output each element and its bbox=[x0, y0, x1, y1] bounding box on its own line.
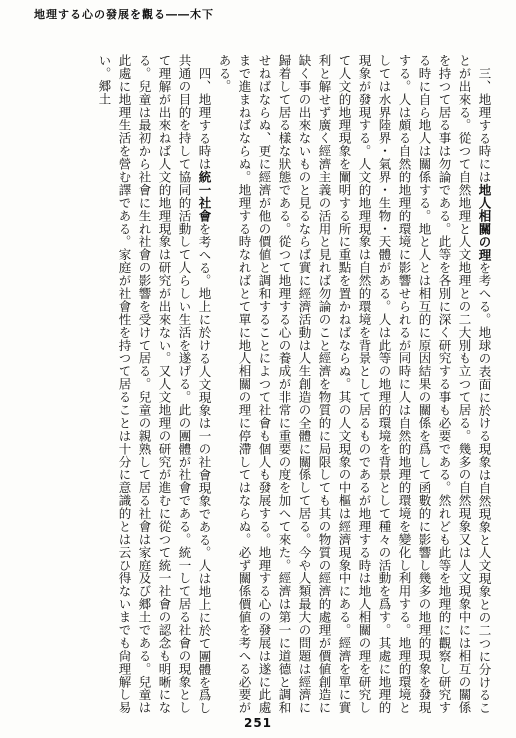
paragraph-text: を考へる。地上に於ける人文現象は一の社會現象である。人は地上に於て團體を爲し共通の目的を持して協同的活動して人らしい生活を遂げる。此の團體が社會である。統一して居る社會の現象として理解が出來ねば人文的地理現象は研究が出來ない。又人文地理の研究が進むに從つて統一社會の認念も明晰になる。兒童は最初から社會に生れ社會の影響を受けて居る。兒童の親熟して居る社會は家庭及び郷土である。兒童は此處に地理生活を營む譯である。家庭が社會性を持つて居ることは十分に意識的とは云ひ得ないまでも尙理解し易い。郷土 bbox=[97, 54, 212, 714]
section-number: 三、 bbox=[477, 66, 492, 93]
running-header: 地理する心の發展を觀る――木下 bbox=[34, 8, 214, 21]
emphasis-text: 地人相關の理 bbox=[477, 183, 492, 261]
paragraph-text: 地理する時は bbox=[197, 92, 212, 171]
emphasis-text: 統一社會 bbox=[197, 170, 212, 222]
paragraph-three bbox=[214, 54, 494, 714]
body-text bbox=[16, 54, 494, 714]
paragraph-text: 地理する時には bbox=[477, 92, 492, 184]
paragraph-text: を考へる。地球の表面に於ける現象は自然現象と人文現象との二つに分けることが出來る。從つて自然地理と人文地理との二大別も立つて居る。幾多の自然現象又は人文現象中には相互の關係を持つて居る事は勿論である。此等を各別に深く研究する事も必要である。然れども此等を地理的に觀察し研究する時に自ら地人は關係する。地と人とは相互的に原因結果の關係を爲して函數的に影響し幾多の地理的現象を發現する。人は頗る自然的地理的環境に影響せられるが同時に人は自然的地理的環境を變化し利用する。地理的環境としては水界陸界・氣界・生物・天體がある。人は此等の地理的環境を背景として種々の活動を爲す。其處に地理的現象が發現する。人文的地理現象は自然的環境を背景として居るものであるが地理する時は地人相關の理を研究して人文的地理現象を闡明する所に重點を置かねばならぬ。其の人文現象の中樞は經濟現象中にある。經濟を單に實利と解せず廣く經濟主義の活用と見れば勿論のこと經濟を物質的に局限しても其の物質の經濟的處理が價値創造に缺く事の出來ないものと見るならば實に經濟活動は人生創造の全體に關係して居る。今や人類最大の問題は經濟に歸着して居る樣な狀態である。從つて地理する心の養成が非常に重要の度を加へて來た。經濟は第一に道德と調和せねばならぬ、更に經濟が他の價値と調和することによつて社會も個人も發展する。地理する心の發展は遂に此處まで進まねばならぬ。地理する時なればとて單に地人相關の理に停滯してはならぬ。必ず關係價値を考へる必要がある。 bbox=[217, 54, 492, 714]
page-number: 251 bbox=[243, 716, 273, 730]
section-number: 四、 bbox=[197, 66, 212, 93]
paragraph-four bbox=[94, 54, 214, 714]
